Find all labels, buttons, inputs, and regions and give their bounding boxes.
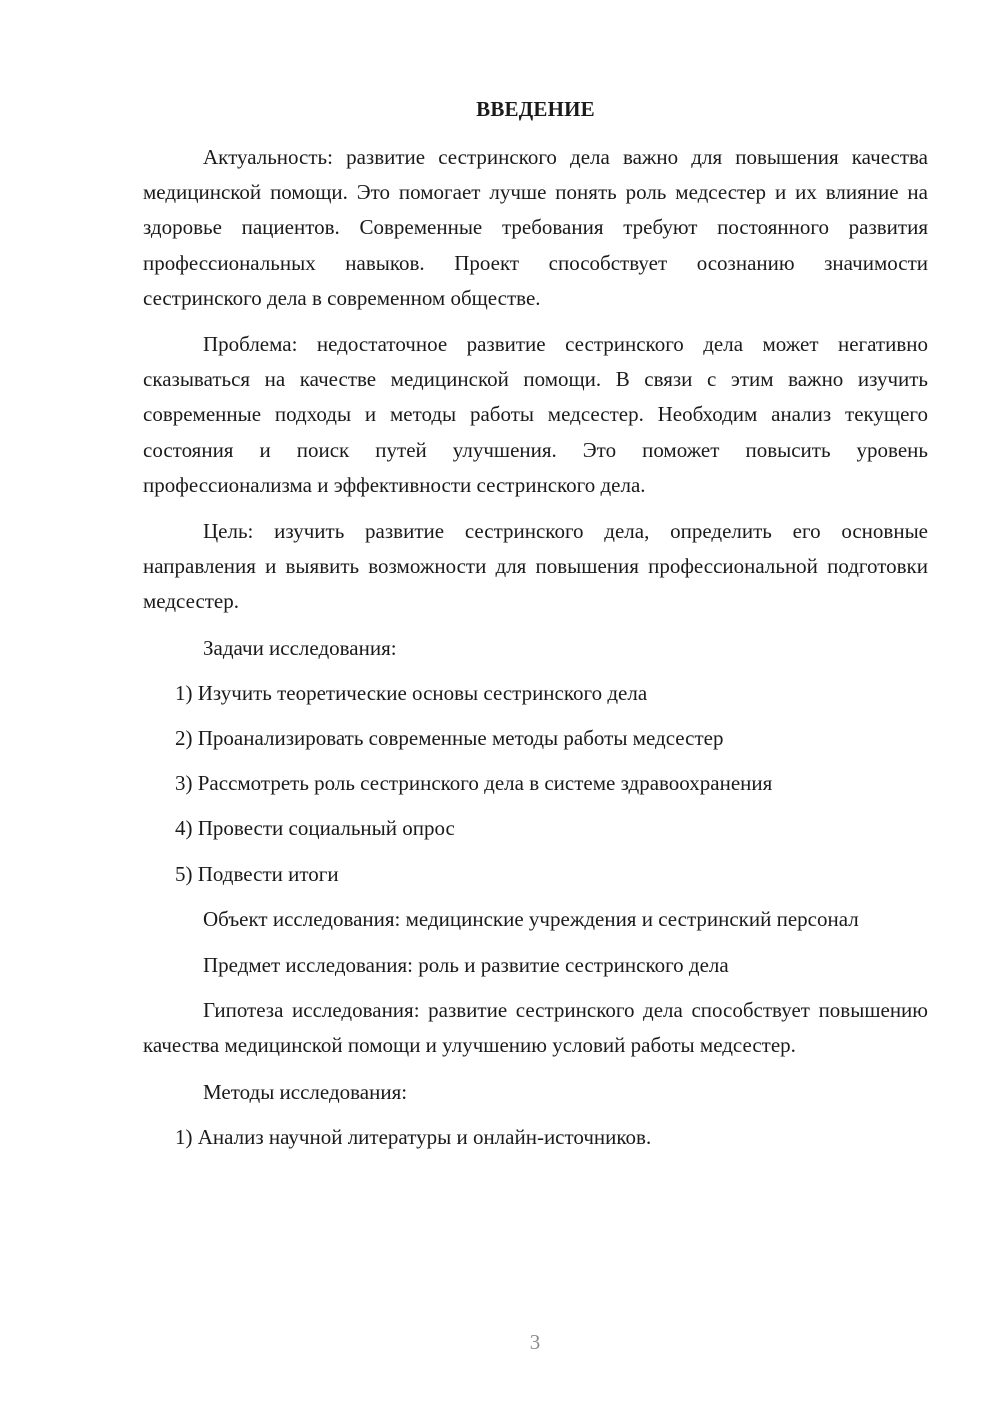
object-paragraph: Объект исследования: медицинские учреждения и сестринский персонал — [203, 906, 859, 931]
list-item: 4) Провести социальный опрос — [175, 816, 455, 841]
tasks-list — [143, 676, 928, 892]
goal-paragraph: Цель: изучить развитие сестринского дела, определить его основные направления и выявить возможности для повышения профессиональной подготовки медсестер. — [143, 519, 928, 614]
list-item: 1) Анализ научной литературы и онлайн-источников. — [175, 1124, 652, 1149]
list-item: 5) Подвести итоги — [175, 861, 339, 886]
list-item: 1) Изучить теоретические основы сестринского дела — [175, 680, 648, 705]
methods-heading: Методы исследования: — [203, 1079, 408, 1104]
page-title: ВВЕДЕНИЕ — [476, 97, 595, 121]
relevance-paragraph: Актуальность: развитие сестринского дела важно для повышения качества медицинской помощи. Это помогает лучше понять роль медсестер и их влияние на здоровье пациентов. Современные требования требуют постоянного развития профессиональных навыков. Проект способствует осознанию значимости сестринского дела в современном обществе. — [143, 145, 928, 310]
subject-line: Предмет исследования: роль и развитие сестринского дела — [203, 953, 729, 978]
list-item: 3) Рассмотреть роль сестринского дела в системе здравоохранения — [175, 771, 773, 796]
list-item: 2) Проанализировать современные методы работы медсестер — [175, 726, 724, 751]
methods-list — [143, 1120, 928, 1155]
document-page — [143, 92, 928, 1165]
hypothesis-paragraph: Гипотеза исследования: развитие сестринского дела способствует повышению качества медицинской помощи и улучшению условий работы медсестер. — [143, 998, 928, 1058]
page-number: 3 — [529, 1330, 541, 1354]
tasks-heading: Задачи исследования: — [203, 635, 397, 660]
problem-paragraph: Проблема: недостаточное развитие сестринского дела может негативно сказываться на качестве медицинской помощи. В связи с этим важно изучить современные подходы и методы работы медсестер. Необходим анализ текущего состояния и поиск путей улучшения. Это поможет повысить уровень профессионализма и эффективности сестринского дела. — [143, 332, 928, 497]
